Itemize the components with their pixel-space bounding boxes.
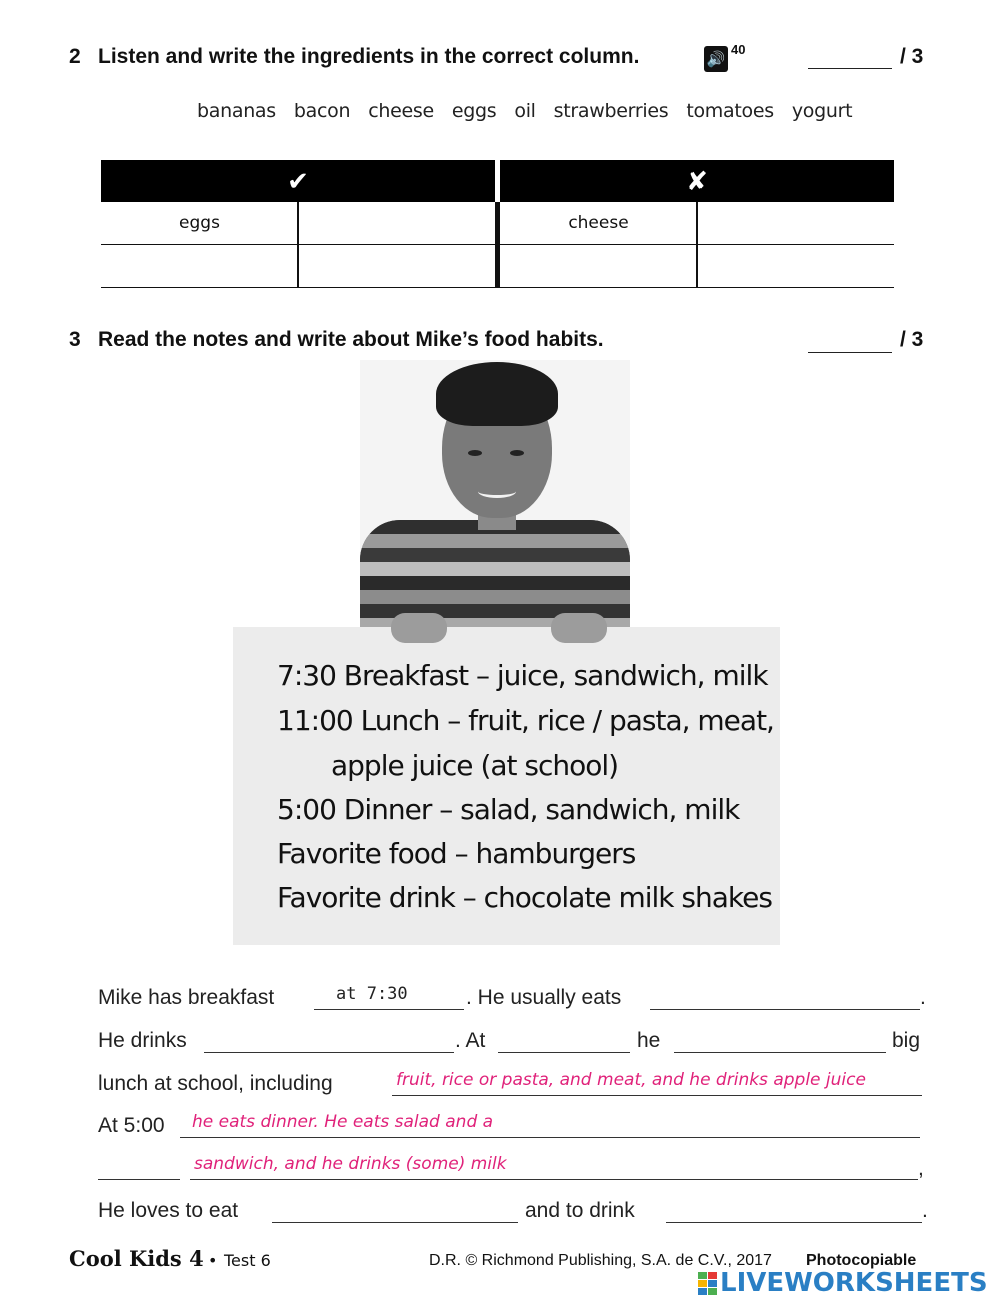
check-icon: ✔ (287, 165, 309, 196)
table-cell-blank[interactable] (298, 202, 495, 245)
word-bank-item: oil (514, 100, 536, 122)
boy-hand-left (391, 613, 447, 643)
sentence-text: he (637, 1029, 661, 1052)
word-bank-item: tomatoes (686, 100, 774, 122)
cross-icon: ✘ (686, 165, 708, 196)
cross-column-header (500, 160, 894, 202)
answer-blank-dinner[interactable] (180, 1111, 598, 1138)
sentence-text: Mike has breakfast (98, 986, 275, 1009)
sentence-text: . (922, 1199, 928, 1222)
check-column-header (101, 160, 495, 202)
notes-card (233, 627, 780, 945)
sentence-text: . At (455, 1029, 486, 1052)
question-2-number: 2 (69, 45, 81, 68)
sentence-text: lunch at school, including (98, 1072, 333, 1095)
note-line: 5:00 Dinner – salad, sandwich, milk (277, 793, 740, 826)
table-cell-blank[interactable] (697, 202, 894, 245)
q2-score-total: / 3 (900, 45, 924, 68)
word-bank-item: yogurt (791, 100, 853, 122)
boy-hair (436, 362, 558, 426)
footer-copyright: D.R. © Richmond Publishing, S.A. de C.V., 2017 (429, 1252, 772, 1269)
question-3-instruction: Read the notes and write about Mike’s food habits. (98, 328, 604, 351)
note-line: 7:30 Breakfast – juice, sandwich, milk (277, 659, 768, 692)
answer-blank-favorite-drink[interactable] (666, 1196, 922, 1223)
note-line: apple juice (at school) (331, 749, 619, 782)
answer-blank-lunch-verb[interactable] (674, 1026, 886, 1053)
answer-blank-line[interactable] (578, 1153, 918, 1180)
table-cell-blank[interactable] (101, 245, 298, 288)
liveworksheets-logo-icon (698, 1272, 718, 1296)
answer-blank-line[interactable] (598, 1111, 920, 1138)
footer-photocopiable: Photocopiable (806, 1252, 917, 1269)
q3-score-blank[interactable] (808, 330, 892, 353)
boy-eye (468, 450, 482, 456)
audio-track-number: 40 (731, 42, 746, 57)
ingredients-table (101, 160, 894, 288)
answer-blank-dinner-2[interactable] (190, 1153, 578, 1180)
footer-brand: Cool Kids 4 (69, 1246, 204, 1271)
table-divider (297, 202, 299, 288)
answer-blank-lunch-food[interactable] (392, 1069, 922, 1096)
sentence-text: and to drink (525, 1199, 635, 1222)
question-2-instruction: Listen and write the ingredients in the correct column. (98, 45, 640, 68)
q3-score-total: / 3 (900, 328, 924, 351)
boy-eye (510, 450, 524, 456)
sentence-text: . (920, 986, 926, 1009)
boy-hand-right (551, 613, 607, 643)
note-line: Favorite food – hamburgers (277, 837, 636, 870)
word-bank-item: strawberries (553, 100, 669, 122)
table-cell-answer[interactable]: eggs (101, 202, 298, 245)
liveworksheets-logo-text: LIVEWORKSHEETS (720, 1268, 988, 1298)
table-cell-answer[interactable]: cheese (500, 202, 697, 245)
table-cell-blank[interactable] (697, 245, 894, 288)
note-line: 11:00 Lunch – fruit, rice / pasta, meat, (277, 704, 774, 737)
table-cell-blank[interactable] (298, 245, 495, 288)
footer-test-label: Test 6 (224, 1251, 271, 1270)
sentence-text: At 5:00 (98, 1114, 165, 1137)
answer-blank-breakfast-drink[interactable] (204, 1026, 454, 1053)
word-bank-item: bananas (197, 100, 276, 122)
word-bank-item: cheese (368, 100, 434, 122)
word-bank-item: eggs (451, 100, 497, 122)
answer-text: at 7:30 (336, 984, 408, 1004)
boy-photo (360, 360, 630, 630)
answer-text: he eats dinner. He eats salad and a (192, 1112, 494, 1132)
sentence-text: He drinks (98, 1029, 187, 1052)
sentence-text: , (918, 1157, 924, 1180)
answer-blank-line[interactable] (98, 1153, 180, 1180)
table-divider (696, 202, 698, 288)
note-line: Favorite drink – chocolate milk shakes (277, 881, 772, 914)
table-cell-blank[interactable] (500, 245, 697, 288)
word-bank-item: bacon (293, 100, 351, 122)
answer-blank-breakfast-time[interactable] (314, 983, 464, 1010)
footer-bullet: • (208, 1251, 218, 1270)
answer-text: sandwich, and he drinks (some) milk (194, 1154, 507, 1174)
boy-smile (478, 485, 516, 498)
word-bank (188, 100, 861, 122)
question-3-number: 3 (69, 328, 81, 351)
answer-blank-breakfast-food[interactable] (650, 983, 920, 1010)
table-center-divider (495, 202, 500, 288)
audio-speaker-icon[interactable]: 🔊 (704, 46, 728, 72)
sentence-text: He loves to eat (98, 1199, 239, 1222)
answer-text: fruit, rice or pasta, and meat, and he drinks apple juice (396, 1070, 866, 1090)
sentence-text: big (892, 1029, 921, 1052)
sentence-text: . He usually eats (466, 986, 622, 1009)
answer-blank-favorite-food[interactable] (272, 1196, 518, 1223)
q2-score-blank[interactable] (808, 46, 892, 69)
answer-blank-lunch-time[interactable] (498, 1026, 630, 1053)
